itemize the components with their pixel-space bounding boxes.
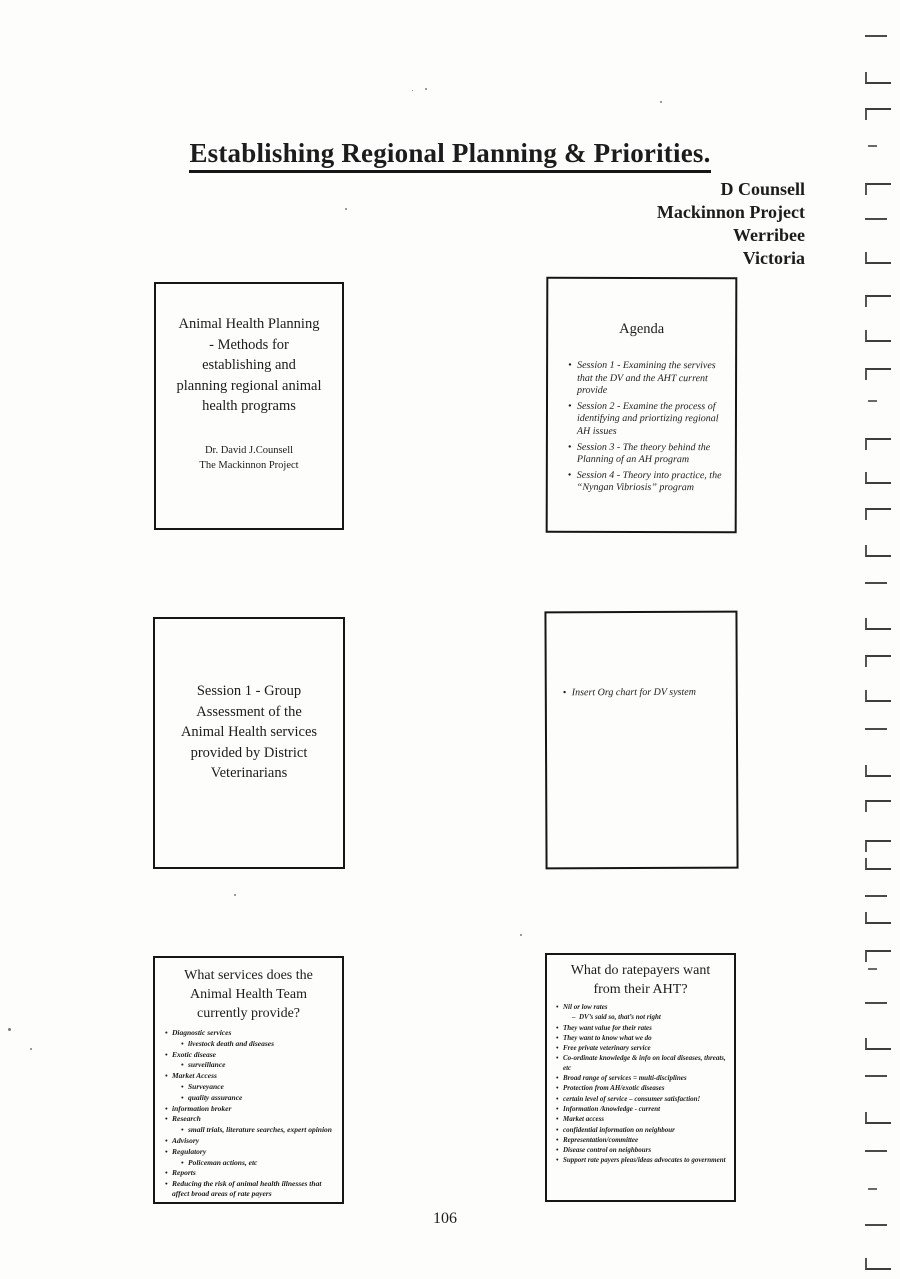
scan-speck [520,934,522,936]
slide-title [154,282,344,530]
bullet-text: DV’s said so, that’s not right [579,1013,661,1022]
binding-mark [865,472,891,484]
bullet-glyph: – [572,1013,576,1022]
bullet-glyph: • [567,441,572,453]
bullet-item [556,1146,729,1155]
binding-mark [865,295,891,307]
bullet-item [165,1179,336,1199]
scan-speck [234,894,236,896]
bullet-item [181,1158,336,1168]
binding-mark [865,858,891,870]
binding-mark [868,400,877,402]
session1-text: Session 1 - Group Assessment of the Animal Health services provided by District Veterinarians [180,683,318,781]
bullet-text: Market access [563,1115,605,1124]
bullet-item [572,1013,729,1022]
bullet-glyph: • [165,1135,168,1145]
bullet-glyph: • [567,469,572,481]
bullet-item [556,1095,729,1104]
binding-mark [865,1258,891,1270]
bullet-item [556,1084,729,1093]
bullet-glyph: • [181,1157,184,1167]
agenda-bullet-list [548,360,735,495]
presenter-block [156,443,342,473]
agenda-heading: Agenda [619,320,665,338]
bullet-glyph: • [556,1033,559,1042]
bullet-item [556,1024,729,1033]
binding-mark [865,1075,887,1077]
binding-mark [865,183,891,195]
bullet-item [568,441,727,467]
bullet-item [568,401,727,439]
binding-mark [865,330,891,342]
aht-services-bullet-list [155,1028,342,1199]
binding-mark [865,800,891,812]
ratepayers-heading: What do ratepayers want from their AHT? [570,963,711,997]
bullet-text: Advisory [172,1135,200,1145]
bullet-item [181,1093,336,1103]
author-organisation: Mackinnon Project [656,202,805,222]
bullet-text: Market Access [172,1071,217,1081]
binding-mark [865,72,891,84]
slide-agenda [546,277,738,533]
bullet-item [556,1126,729,1135]
binding-mark [865,545,891,557]
bullet-item [181,1039,336,1049]
bullet-glyph: • [556,1074,559,1083]
binding-mark [865,1224,887,1226]
bullet-glyph: • [181,1092,184,1102]
bullet-item [568,470,727,496]
bullet-glyph: • [556,1115,559,1124]
bullet-text: Broad range of services = multi-disciplines [563,1074,687,1083]
author-city: Werribee [733,225,805,245]
bullet-item [165,1136,336,1146]
binding-mark [865,1150,887,1152]
binding-mark [865,108,891,120]
bullet-text: Session 4 - Theory into practice, the “Nyngan Vibriosis” program [576,469,722,494]
bullet-glyph: • [181,1081,184,1091]
bullet-text: Nil or low rates [563,1003,608,1011]
bullet-item [165,1028,336,1038]
bullet-item [556,1074,729,1083]
bullet-item [181,1060,336,1070]
bullet-item [556,1136,729,1145]
bullet-text: livestock death and diseases [188,1038,275,1048]
bullet-text: Research [172,1114,201,1124]
bullet-text: Reports [172,1168,196,1178]
binding-mark [865,655,891,667]
binding-mark [868,968,877,970]
bullet-item [556,1156,729,1165]
bullet-glyph: • [165,1168,168,1178]
bullet-text: Session 3 - The theory behind the Planning of an AH program [576,441,711,466]
bullet-glyph: • [556,1104,559,1113]
bullet-glyph: • [556,1044,559,1053]
bullet-glyph: • [181,1125,184,1135]
bullet-glyph: • [165,1146,168,1156]
scan-speck [412,90,413,91]
bullet-glyph: • [556,1003,559,1011]
binding-mark [868,1188,877,1190]
bullet-item [556,1003,729,1012]
bullet-glyph: • [562,687,567,699]
bullet-text: Diagnostic services [172,1028,232,1037]
scan-speck [425,88,427,90]
bullet-glyph: • [165,1114,168,1124]
bullet-text: Regulatory [172,1146,207,1156]
scan-speck [345,208,347,210]
binding-mark [865,218,887,220]
bullet-item [556,1034,729,1043]
bullet-text: Surveyance [188,1081,224,1091]
slide-ratepayers [545,953,736,1202]
bullet-glyph: • [165,1103,168,1113]
bullet-item [556,1105,729,1114]
aht-services-heading: What services does the Animal Health Team currently provide? [184,968,313,1021]
binding-mark [865,582,887,584]
presenter-name: Dr. David J.Counsell [204,444,294,456]
bullet-text: Co-ordinate knowledge & info on local diseases, threats, etc [563,1054,726,1072]
bullet-glyph: • [568,359,572,371]
bullet-text: Information /knowledge - current [563,1104,661,1113]
bullet-text: surveillance [188,1060,226,1070]
bullet-glyph: • [165,1049,168,1059]
bullet-glyph: • [556,1054,559,1063]
bullet-text: They want value for their rates [563,1023,652,1032]
bullet-text: Protection from AH/exotic diseases [563,1084,665,1093]
bullet-glyph: • [556,1084,559,1093]
bullet-text: Free private veterinary service [563,1044,651,1053]
slide-title-text: Animal Health Planning - Methods for establishing and planning regional animal health programs [176,316,322,414]
bullet-glyph: • [165,1071,168,1081]
bullet-glyph: • [556,1023,559,1032]
binding-mark [865,690,891,702]
bullet-item [165,1147,336,1157]
scan-speck [660,101,662,103]
binding-mark [865,765,891,777]
bullet-glyph: • [181,1060,184,1070]
page-number: 106 [433,1210,457,1227]
binding-mark [865,912,891,924]
bullet-item [568,360,727,398]
binding-mark [868,145,877,147]
bullet-text: Insert Org chart for DV system [571,686,696,699]
bullet-item [165,1104,336,1114]
bullet-glyph: • [556,1094,559,1103]
binding-mark [865,35,887,37]
bullet-glyph: • [165,1028,168,1037]
slide-session1 [153,617,345,869]
scan-speck [8,1028,11,1031]
bullet-glyph: • [556,1125,559,1134]
bullet-text: Policeman actions, etc [188,1157,258,1167]
bullet-glyph: • [556,1135,559,1144]
bullet-text: Reducing the risk of animal health illnesses that affect broad areas of rate payers [172,1179,322,1198]
bullet-item [556,1115,729,1124]
bullet-item [563,687,728,699]
scan-speck [30,1048,32,1050]
binding-mark [865,1112,891,1124]
binding-mark [865,1002,887,1004]
author-block [657,178,805,270]
bullet-text: certain level of service – consumer satisfaction! [563,1094,701,1103]
author-state: Victoria [742,248,805,268]
binding-mark [865,618,891,630]
binding-mark [865,840,891,852]
bullet-item [556,1044,729,1053]
bullet-text: small trials, literature searches, expert opinion [188,1125,332,1135]
bullet-text: They want to know what we do [563,1033,652,1042]
binding-mark [865,1038,891,1050]
bullet-text: Representation/committee [563,1135,639,1144]
bullet-item [181,1125,336,1135]
bullet-text: Exotic disease [172,1049,216,1059]
slide-org-chart [544,611,738,870]
presenter-org: The Mackinnon Project [199,459,299,471]
bullet-item [556,1054,729,1073]
slide-aht-services [153,956,344,1204]
bullet-glyph: • [556,1146,559,1155]
binding-mark [865,728,887,730]
bullet-text: Support rate payers pleas/ideas advocates to government [563,1156,726,1165]
bullet-glyph: • [165,1179,168,1189]
page-title: Establishing Regional Planning & Priorities. [150,138,750,169]
bullet-glyph: • [181,1038,184,1048]
bullet-text: quality assurance [188,1092,243,1102]
binding-mark [865,368,891,380]
bullet-item [165,1050,336,1060]
bullet-item [165,1168,336,1178]
bullet-item [181,1082,336,1092]
binding-mark [865,895,887,897]
bullet-text: Disease control on neighbours [563,1146,652,1155]
bullet-glyph: • [556,1156,559,1165]
bullet-item [165,1114,336,1124]
bullet-text: Session 1 - Examining the servives that the DV and the AHT current provide [577,359,716,397]
bullet-text: information broker [172,1103,232,1113]
bullet-text: Session 2 - Examine the process of identifying and priortizing regional AH issues [576,400,719,437]
binding-mark [865,508,891,520]
bullet-item [165,1071,336,1081]
ratepayers-bullet-list [547,1003,734,1166]
org-chart-bullet-list [547,687,736,699]
binding-mark [865,438,891,450]
bullet-text: confidential information on neighbour [563,1125,675,1134]
binding-mark [865,252,891,264]
bullet-glyph: • [567,400,572,412]
binding-mark [865,950,891,962]
author-name: D Counsell [720,179,805,199]
